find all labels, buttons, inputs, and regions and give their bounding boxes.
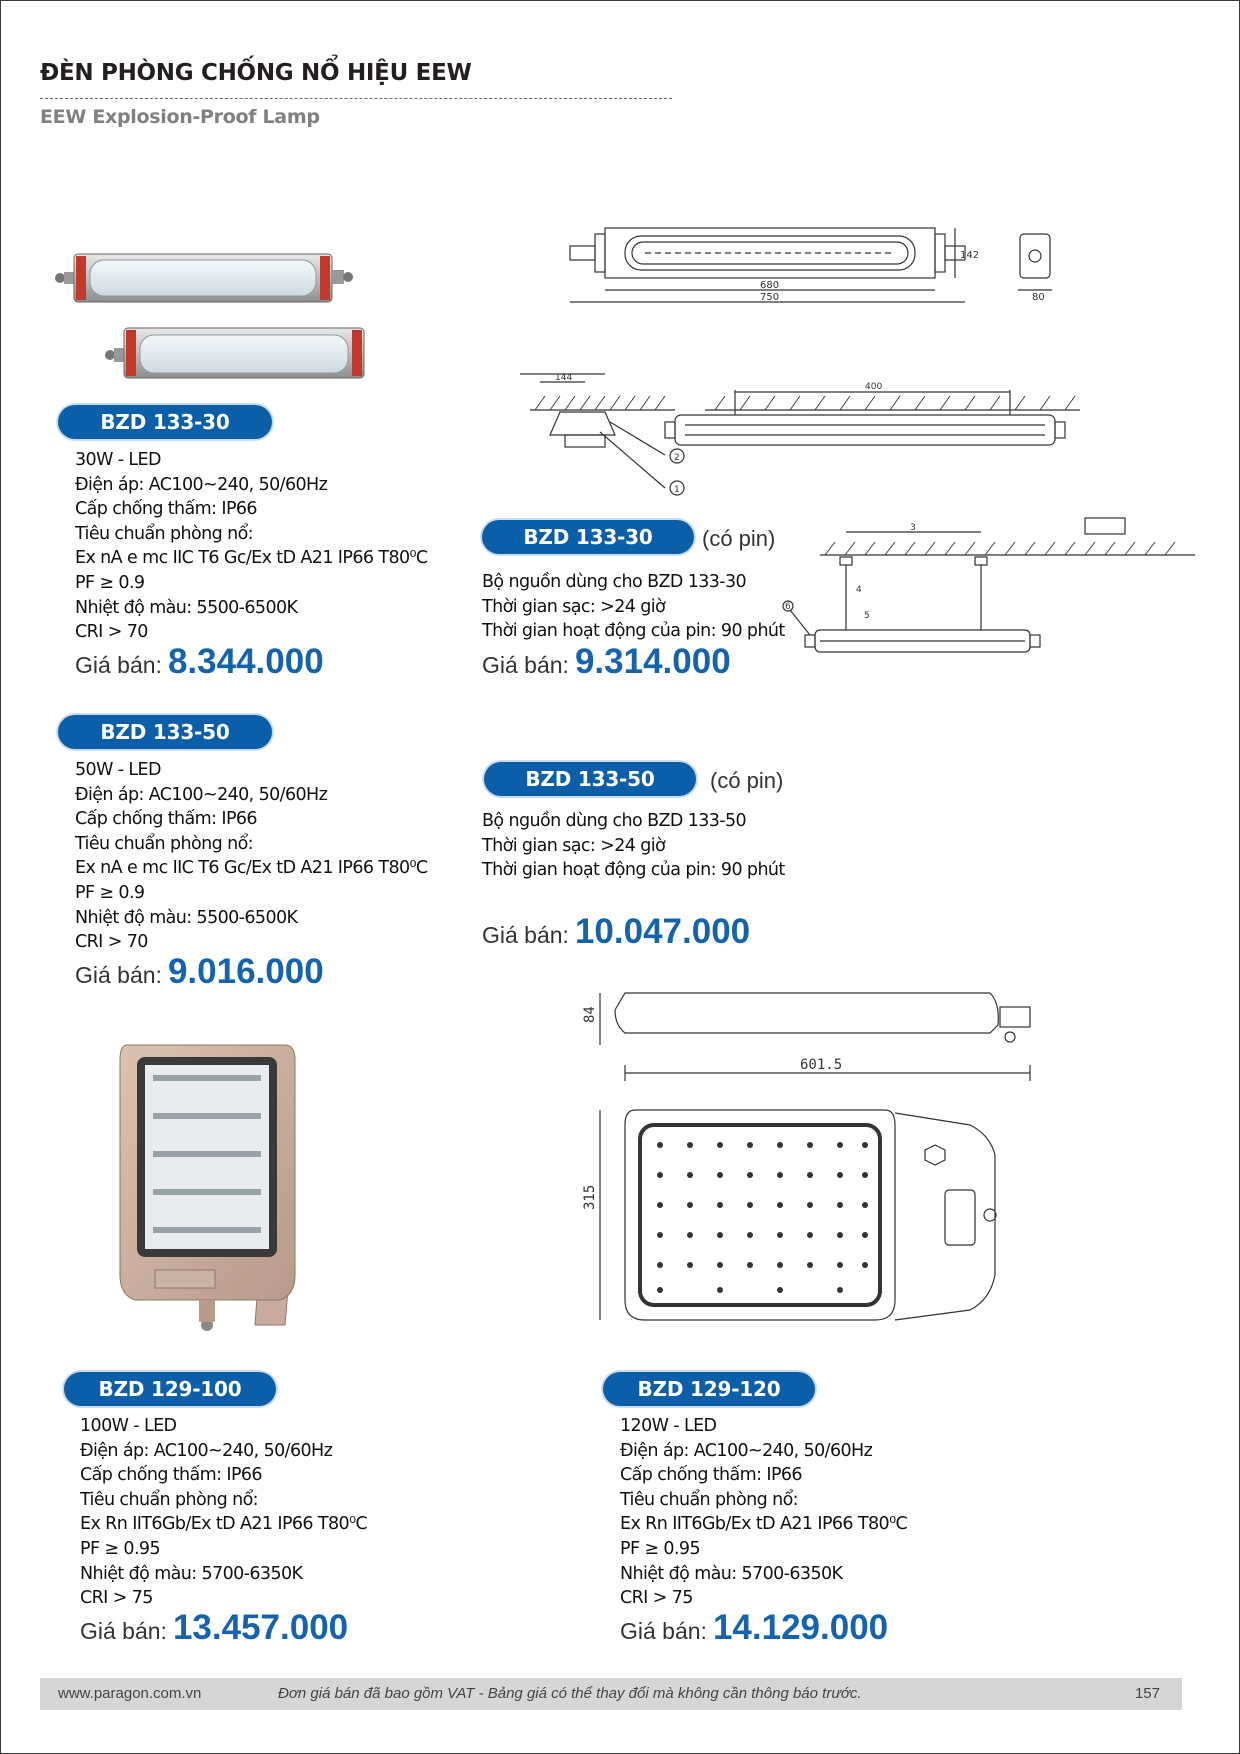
- dim-80: 80: [1032, 292, 1045, 303]
- dim-400: 400: [865, 382, 883, 392]
- badge-bzd129-100: BZD 129-100: [64, 1372, 276, 1406]
- footer-website: www.paragon.com.vn: [58, 1685, 202, 1702]
- callout-pendant-5: 5: [864, 611, 870, 621]
- spec-line: PF ≥ 0.9: [75, 882, 145, 903]
- spec-line: CRI > 75: [620, 1588, 693, 1609]
- spec-line: Điện áp: AC100~240, 50/60Hz: [620, 1440, 873, 1461]
- spec-line: Ex nA e mc IIC T6 Gc/Ex tD A21 IP66 T80⁰C: [75, 548, 428, 569]
- spec-line: Ex Rn IIT6Gb/Ex tD A21 IP66 T80⁰C: [620, 1514, 908, 1535]
- spec-line: Nhiệt độ màu: 5500-6500K: [75, 597, 298, 618]
- spec-line: PF ≥ 0.95: [620, 1538, 700, 1559]
- specs-bzd133-30-pin: [482, 570, 785, 644]
- dim-601-5: 601.5: [800, 1057, 843, 1073]
- price-bzd129-100: [80, 1608, 348, 1648]
- spec-line: Điện áp: AC100~240, 50/60Hz: [75, 474, 328, 495]
- price-bzd133-30: [75, 642, 324, 682]
- spec-line: Tiêu chuẩn phòng nổ:: [620, 1489, 798, 1510]
- spec-line: 100W - LED: [80, 1416, 177, 1436]
- badge-bzd129-120: BZD 129-120: [603, 1372, 815, 1406]
- bzd133-pendant-mount-drawing: [785, 510, 1200, 680]
- price-value: 13.457.000: [172, 1608, 349, 1647]
- price-bzd133-50: [75, 952, 324, 992]
- dim-84: 84: [582, 1006, 598, 1023]
- spec-line: Ex nA e mc IIC T6 Gc/Ex tD A21 IP66 T80⁰C: [75, 858, 428, 879]
- dim-142: 142: [960, 250, 980, 261]
- spec-line: Cấp chống thấm: IP66: [620, 1465, 802, 1486]
- bzd129-photo: [115, 1035, 315, 1335]
- specs-bzd133-50-pin: [482, 809, 785, 883]
- lamp-bottom: [105, 328, 364, 378]
- spec-line: PF ≥ 0.95: [80, 1538, 160, 1559]
- price-label: Giá bán:: [482, 922, 569, 948]
- page-title: ĐÈN PHÒNG CHỐNG NỔ HIỆU EEW: [40, 60, 472, 86]
- page-footer: [40, 1678, 1182, 1710]
- spec-line: Tiêu chuẩn phòng nổ:: [80, 1489, 258, 1510]
- spec-line: Điện áp: AC100~240, 50/60Hz: [75, 784, 328, 805]
- price-label: Giá bán:: [75, 962, 162, 988]
- price-label: Giá bán:: [80, 1618, 167, 1644]
- spec-line: CRI > 75: [80, 1588, 153, 1609]
- pin-suffix-bzd133-30: (có pin): [702, 526, 776, 551]
- dim-680: 680: [760, 280, 780, 291]
- price-label: Giá bán:: [482, 652, 569, 678]
- spec-line: Thời gian sạc: >24 giờ: [482, 596, 666, 617]
- price-bzd129-120: [620, 1608, 888, 1648]
- pin-suffix-bzd133-50: (có pin): [710, 768, 784, 793]
- badge-bzd133-30-pin: BZD 133-30: [482, 520, 694, 554]
- spec-line: 120W - LED: [620, 1416, 717, 1436]
- spec-line: Nhiệt độ màu: 5500-6500K: [75, 907, 298, 928]
- specs-bzd129-100: [80, 1414, 367, 1611]
- spec-line: PF ≥ 0.9: [75, 572, 145, 593]
- spec-line: Tiêu chuẩn phòng nổ:: [75, 833, 253, 854]
- page-number: 157: [1134, 1685, 1160, 1702]
- specs-bzd133-50: [75, 758, 428, 955]
- spec-line: Bộ nguồn dùng cho BZD 133-30: [482, 572, 747, 592]
- price-bzd133-50-pin: [482, 912, 750, 952]
- spec-line: Ex Rn IIT6Gb/Ex tD A21 IP66 T80⁰C: [80, 1514, 368, 1535]
- callout-pendant-6: 6: [785, 602, 791, 612]
- callout-pendant-3: 3: [910, 523, 916, 533]
- price-label: Giá bán:: [620, 1618, 707, 1644]
- price-value: 8.344.000: [167, 642, 324, 681]
- lamp-top: [55, 254, 353, 302]
- spec-line: Thời gian hoạt động của pin: 90 phút: [482, 621, 785, 642]
- badge-bzd133-50-pin: BZD 133-50: [484, 762, 696, 796]
- price-value: 14.129.000: [712, 1608, 889, 1647]
- spec-line: Thời gian hoạt động của pin: 90 phút: [482, 860, 785, 881]
- title-divider: [40, 98, 672, 99]
- callout-pendant-4: 4: [856, 585, 862, 595]
- dim-315: 315: [582, 1184, 598, 1210]
- spec-line: Tiêu chuẩn phòng nổ:: [75, 523, 253, 544]
- spec-line: CRI > 70: [75, 622, 148, 643]
- spec-line: 30W - LED: [75, 450, 161, 470]
- badge-bzd133-50: BZD 133-50: [58, 715, 272, 749]
- badge-bzd133-30: BZD 133-30: [58, 405, 272, 439]
- page-subtitle: EEW Explosion-Proof Lamp: [40, 106, 320, 128]
- spec-line: Thời gian sạc: >24 giờ: [482, 835, 666, 856]
- bzd133-ceiling-mount-drawing: [525, 373, 1085, 495]
- price-value: 9.016.000: [167, 952, 324, 991]
- price-label: Giá bán:: [75, 652, 162, 678]
- footer-note: Đơn giá bán đã bao gồm VAT - Bảng giá có thể thay đổi mà không cần thông báo trước.: [278, 1685, 862, 1702]
- bzd133-dimension-drawing: [550, 200, 1070, 340]
- spec-line: Bộ nguồn dùng cho BZD 133-50: [482, 811, 747, 831]
- spec-line: CRI > 70: [75, 932, 148, 953]
- callout-2: 2: [674, 453, 680, 463]
- price-value: 10.047.000: [574, 912, 751, 951]
- spec-line: 50W - LED: [75, 760, 161, 780]
- dim-750: 750: [760, 292, 780, 303]
- spec-line: Nhiệt độ màu: 5700-6350K: [620, 1563, 843, 1584]
- bzd129-dimension-drawing: [570, 985, 1050, 1340]
- specs-bzd133-30: [75, 448, 428, 645]
- specs-bzd129-120: [620, 1414, 907, 1611]
- price-value: 9.314.000: [574, 642, 731, 681]
- spec-line: Cấp chống thấm: IP66: [75, 499, 257, 520]
- callout-1: 1: [674, 485, 680, 495]
- spec-line: Cấp chống thấm: IP66: [80, 1465, 262, 1486]
- spec-line: Điện áp: AC100~240, 50/60Hz: [80, 1440, 333, 1461]
- spec-line: Cấp chống thấm: IP66: [75, 809, 257, 830]
- spec-line: Nhiệt độ màu: 5700-6350K: [80, 1563, 303, 1584]
- dim-144: 144: [555, 373, 573, 383]
- price-bzd133-30-pin: [482, 642, 731, 682]
- bzd133-photo: [50, 240, 380, 390]
